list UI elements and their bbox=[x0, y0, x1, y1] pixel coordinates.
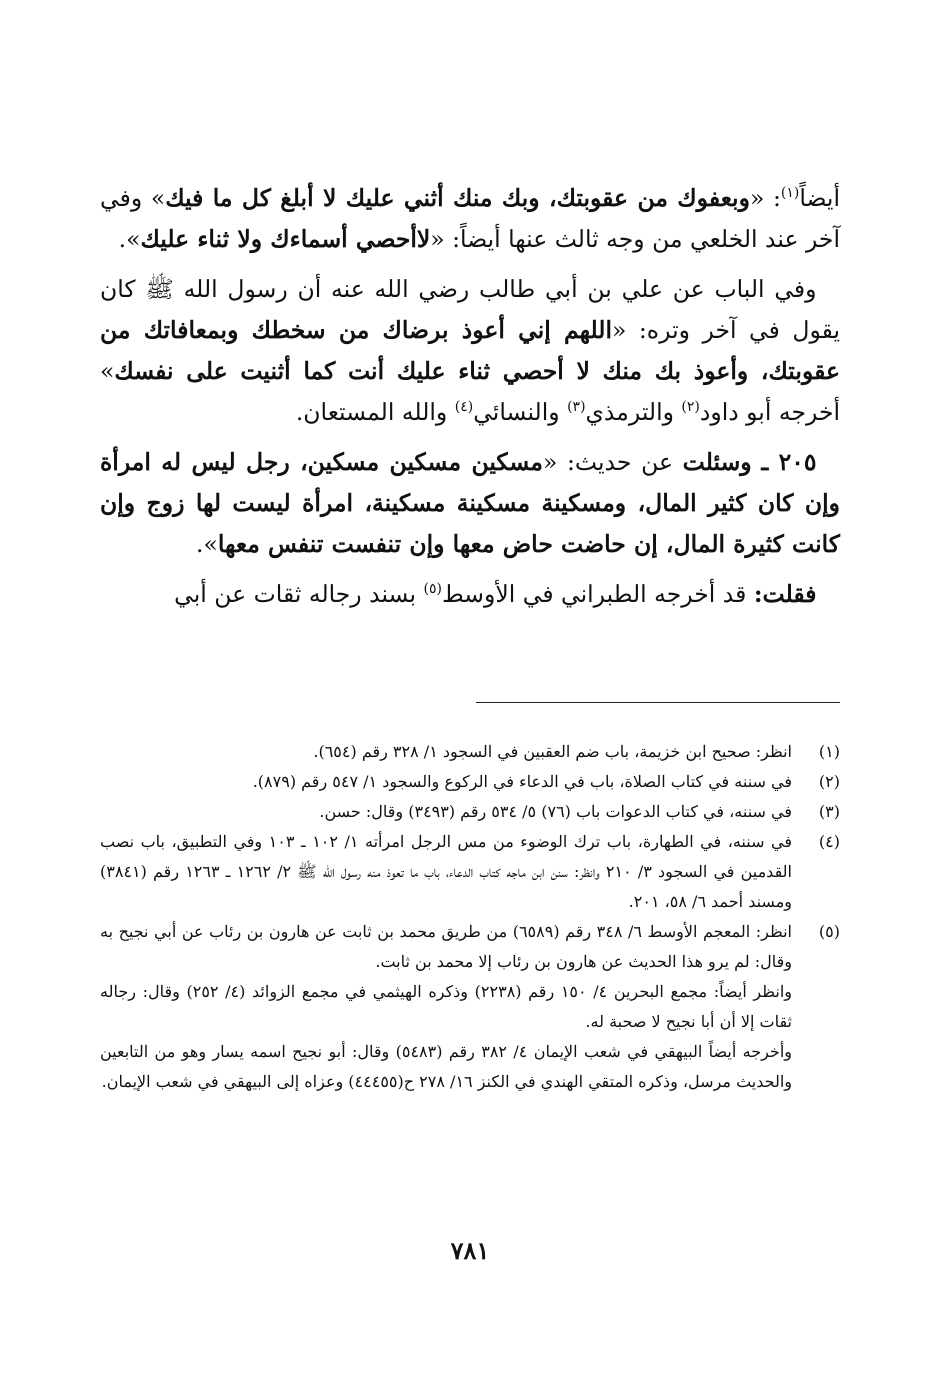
footnote-ref: (١) bbox=[780, 185, 800, 202]
footnote-text: انظر: صحيح ابن خزيمة، باب ضم العقبين في السجود ١/ ٣٢٨ رقم (٦٥٤). bbox=[313, 742, 792, 761]
footnote-separator bbox=[476, 702, 840, 703]
text-run: عن حديث: « bbox=[542, 448, 683, 476]
footnote-number: (١) bbox=[818, 742, 840, 761]
footnote-number: (٥) bbox=[818, 922, 840, 941]
paragraph-1 bbox=[100, 178, 840, 260]
footnote-ref: (٥) bbox=[423, 581, 442, 598]
answer-keyword: فقلت: bbox=[753, 580, 817, 608]
footnote-number: (٢) bbox=[818, 772, 840, 791]
footnote-text: في سننه، في كتاب الدعوات باب (٧٦) ٥/ ٥٣٤ رقم (٣٤٩٣) وقال: حسن. bbox=[319, 802, 792, 821]
footnote-continuation: وانظر أيضاً: مجمع البحرين ٤/ ١٥٠ رقم (٢٢٣٨) وذكره الهيثمي في مجمع الزوائد (٤/ ٢٥٢) وقال: رجاله ثقات إلا أن أبا نجيح لا صحبة له. bbox=[100, 982, 793, 1031]
text-run: أيضاً bbox=[799, 184, 840, 212]
hadith-quote: وبعفوك من عقوبتك، وبك منك أثني عليك لا أبلغ كل ما فيك bbox=[165, 184, 750, 212]
text-run: والترمذي bbox=[585, 398, 682, 426]
text-run: قد أخرجه الطبراني في الأوسط bbox=[441, 580, 754, 608]
text-run: » وفي آخر عند الخلعي من وجه ثالث عنها أيضاً: « bbox=[100, 184, 840, 253]
footnote bbox=[100, 917, 840, 977]
text-run: : « bbox=[749, 184, 781, 212]
footnote-text: في سننه في كتاب الصلاة، باب في الدعاء في الركوع والسجود ١/ ٥٤٧ رقم (٨٧٩). bbox=[252, 772, 792, 791]
footnote-continuation: وأخرجه أيضاً البيهقي في شعب الإيمان ٤/ ٣٨٢ رقم (٥٤٨٣) وقال: أبو نجيح اسمه يسار وهو من التابعين والحديث مرسل، وذكره المتقي الهندي في الكنز ١٦/ ٢٧٨ ح(٤٤٤٥٥) وعزاه إلى البيهقي في شعب الإيمان. bbox=[100, 1042, 792, 1091]
text-run: والنسائي bbox=[473, 398, 568, 426]
footnote-ref: (٣) bbox=[567, 399, 586, 416]
paragraph-2 bbox=[100, 269, 840, 433]
footnote-text: في سننه، في الطهارة، باب ترك الوضوء من مس الرجل امرأته ١/ ١٠٢ ـ ١٠٣ وفي التطبيق، باب نصب القدمين في السجود ٣/ ٢١٠ وانظر: سنن ابن ماجه كتاب الدعاء، باب ما تعوذ منه رسول الله ﷺ ٢/ ١٢٦٢ ـ ١٢٦٣ رقم (٣٨٤١) ومسند أحمد ٦/ ٥٨، ٢٠١. bbox=[100, 832, 792, 911]
footnote-ref: (٢) bbox=[681, 399, 700, 416]
footnote-text: انظر: المعجم الأوسط ٦/ ٣٤٨ رقم (٦٥٨٩) من طريق محمد بن ثابت عن هارون بن رئاب عن أبي نجيح به وقال: لم يرو هذا الحديث عن هارون بن رئاب إلا محمد بن ثابت. bbox=[100, 922, 792, 971]
question-number: ٢٠٥ ـ bbox=[761, 448, 817, 476]
text-run: والله المستعان. bbox=[295, 398, 455, 426]
paragraph-4 bbox=[100, 574, 840, 615]
footnote-number: (٤) bbox=[818, 832, 840, 851]
text-run: ». bbox=[118, 225, 141, 253]
footnote bbox=[100, 767, 840, 797]
text-run: ». bbox=[196, 530, 218, 558]
footnote bbox=[100, 827, 840, 917]
paragraph-3 bbox=[100, 442, 840, 565]
text-run: بسند رجاله ثقات عن أبي bbox=[174, 580, 424, 608]
hadith-quote: لاأحصي أسماءك ولا ثناء عليك bbox=[140, 225, 431, 253]
text-run: » أخرجه أبو داود bbox=[100, 357, 840, 426]
footnote bbox=[100, 797, 840, 827]
hadith-quote: مسكين مسكين مسكين، رجل ليس له امرأة وإن كان كثير المال، ومسكينة مسكينة مسكينة، امرأة ليست لها زوج وإن كانت كثيرة المال، إن حاضت حاض معها وإن تنفست تنفس معها bbox=[100, 448, 840, 558]
hadith-quote: اللهم إني أعوذ برضاك من سخطك وبمعافاتك من عقوبتك، وأعوذ بك منك لا أحصي ثناء عليك أنت كما أثنيت على نفسك bbox=[100, 316, 840, 385]
page-number: ٧٨١ bbox=[450, 1236, 490, 1265]
footnote-number: (٣) bbox=[818, 802, 840, 821]
footnotes bbox=[100, 737, 840, 1097]
text-run: وفي الباب عن علي بن أبي طالب رضي الله عنه أن رسول الله ﷺ كان يقول في آخر وتره: « bbox=[100, 275, 841, 344]
question-keyword: وسئلت bbox=[682, 448, 752, 476]
footnote bbox=[100, 737, 840, 767]
main-text bbox=[100, 178, 840, 624]
footnote-ref: (٤) bbox=[454, 399, 474, 416]
